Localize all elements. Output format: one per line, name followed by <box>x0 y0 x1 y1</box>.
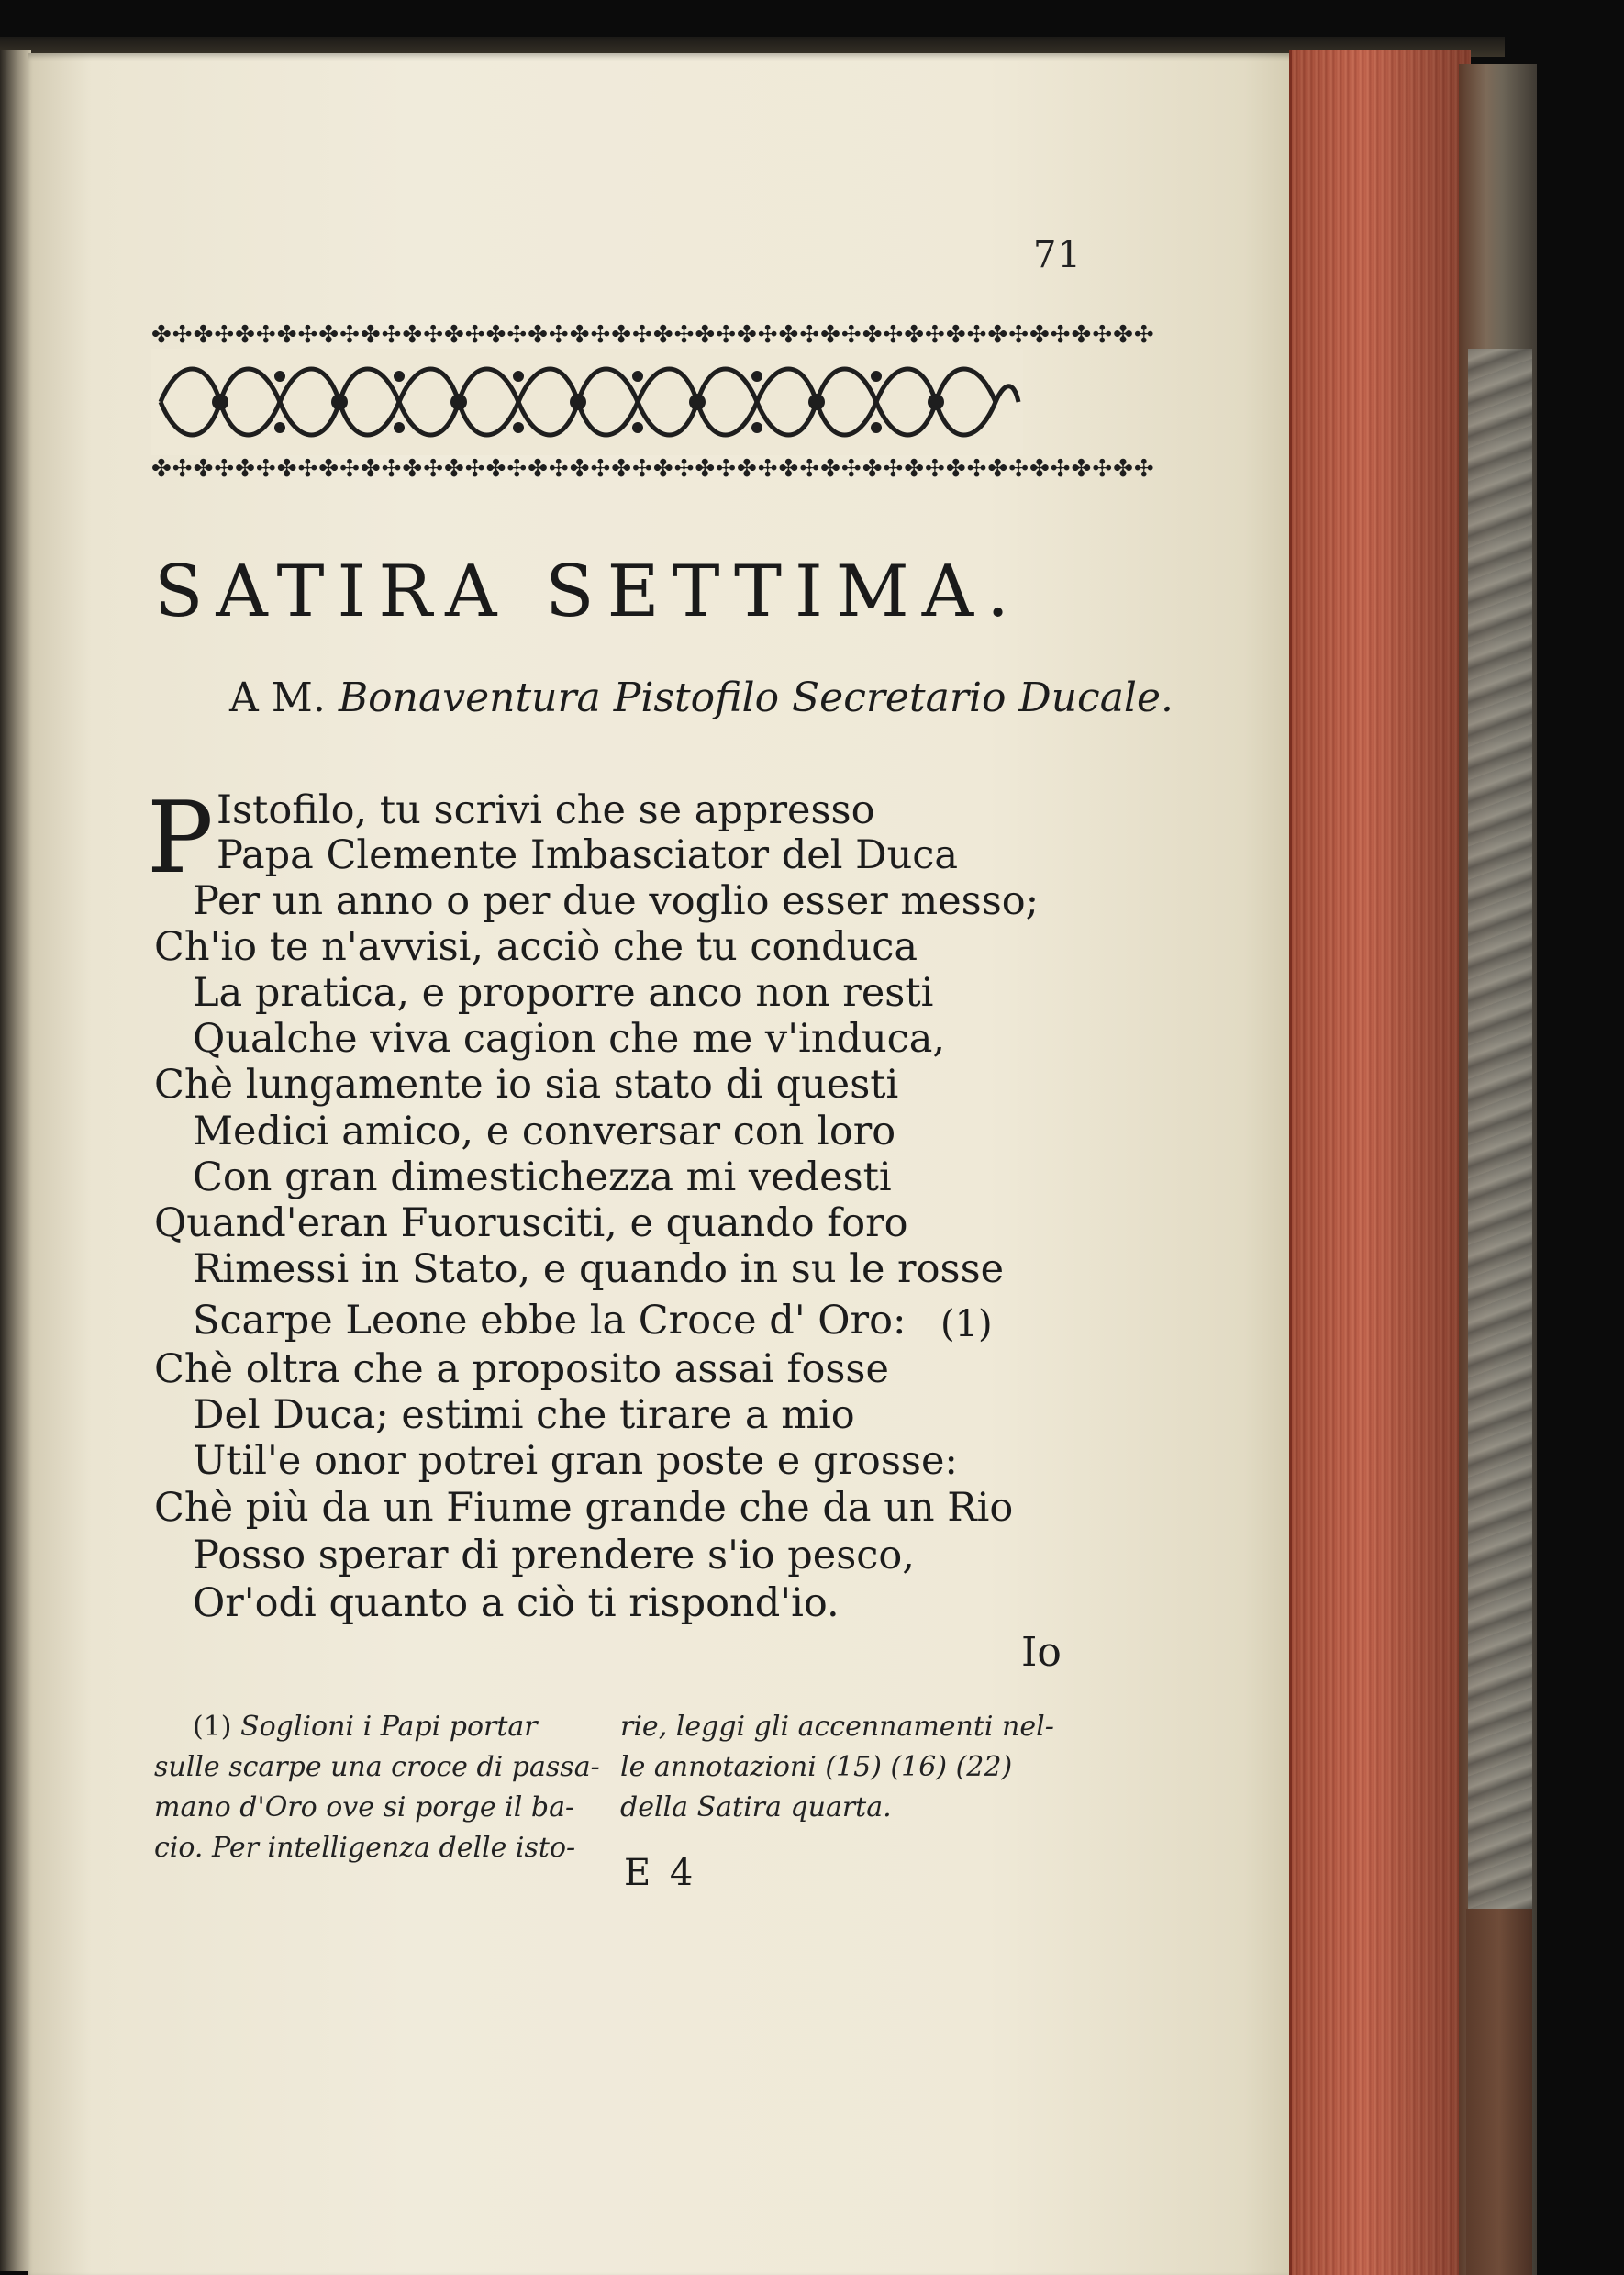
verse-line: Chè lungamente io sia stato di questi <box>154 1062 899 1108</box>
footnote-left-line: mano d'Oro ove si porge il ba- <box>154 1791 575 1823</box>
footnote-left-line: cio. Per intelligenza delle isto- <box>154 1832 576 1864</box>
verse-line: Chè più da un Fiume grande che da un Rio <box>154 1485 1014 1531</box>
verse-line: Ch'io te n'avvisi, acciò che tu conduca <box>154 924 918 970</box>
drop-cap: P <box>147 781 214 896</box>
footnote-number: (1) <box>193 1711 232 1743</box>
verse-line: La pratica, e proporre anco non resti <box>193 970 934 1016</box>
verse-line: Qualche viva cagion che me v'induca, <box>193 1016 946 1062</box>
verse-line: Or'odi quanto a ciò ti rispond'io. <box>193 1580 840 1626</box>
footnote-left-line-1: (1) Soglioni i Papi portar <box>193 1711 538 1743</box>
verse-line: Chè oltra che a proposito assai fosse <box>154 1346 889 1392</box>
footnote-right-line: le annotazioni (15) (16) (22) <box>620 1751 1013 1783</box>
dedication-name: Bonaventura Pistofilo Secretario Ducale. <box>338 675 1174 721</box>
signature-mark: E 4 <box>624 1852 697 1894</box>
verse-line: Posso sperar di prendere s'io pesco, <box>193 1533 915 1578</box>
verse-line: Papa Clemente Imbasciator del Duca <box>217 832 959 878</box>
headpiece-ornament <box>151 321 1155 483</box>
footnote-reference: (1) <box>940 1303 993 1345</box>
page-edges-red <box>1289 50 1471 2275</box>
ornament-border-top: ✤✣✤✣✤✣✤✣✤✣✤✣✤✣✤✣✤✣✤✣✤✣✤✣✤✣✤✣✤✣✤✣✤✣✤✣✤✣✤✣✤✣✤✣✤✣✤✣ <box>151 321 1155 349</box>
leather-corner <box>1466 1909 1532 2275</box>
ornament-scroll-band <box>151 349 1023 455</box>
verse-line-1: Istofilo, tu scrivi che se appresso <box>217 787 875 833</box>
chapter-title: SATIRA SETTIMA. <box>154 551 1022 633</box>
verse-line: Scarpe Leone ebbe la Croce d' Oro: <box>193 1298 907 1344</box>
verse-line: Quand'eran Fuorusciti, e quando foro <box>154 1200 908 1246</box>
page-number: 71 <box>1033 234 1082 276</box>
footnote-left-line: sulle scarpe una croce di passa- <box>154 1751 600 1783</box>
verse-line: Medici amico, e conversar con loro <box>193 1109 896 1154</box>
footnote-right-line: rie, leggi gli accennamenti nel- <box>620 1711 1054 1743</box>
verse-line: Del Duca; estimi che tirare a mio <box>193 1392 855 1438</box>
marbled-cover <box>1468 349 1532 1909</box>
dedication <box>229 675 1174 721</box>
verse-line: Con gran dimestichezza mi vedesti <box>193 1154 892 1200</box>
verse-line: Rimessi in Stato, e quando in su le rosse <box>193 1246 1005 1292</box>
verse-line: Per un anno o per due voglio esser messo; <box>193 878 1040 924</box>
dedication-prefix: A M. <box>229 675 326 721</box>
footnote-right-line: della Satira quarta. <box>620 1791 892 1823</box>
verse-line: Util'e onor potrei gran poste e grosse: <box>193 1438 958 1484</box>
ornament-border-bottom: ✤✣✤✣✤✣✤✣✤✣✤✣✤✣✤✣✤✣✤✣✤✣✤✣✤✣✤✣✤✣✤✣✤✣✤✣✤✣✤✣✤✣✤✣✤✣✤✣ <box>151 455 1155 483</box>
facing-page-edge <box>0 50 31 2271</box>
catchword: Io <box>1021 1629 1062 1676</box>
